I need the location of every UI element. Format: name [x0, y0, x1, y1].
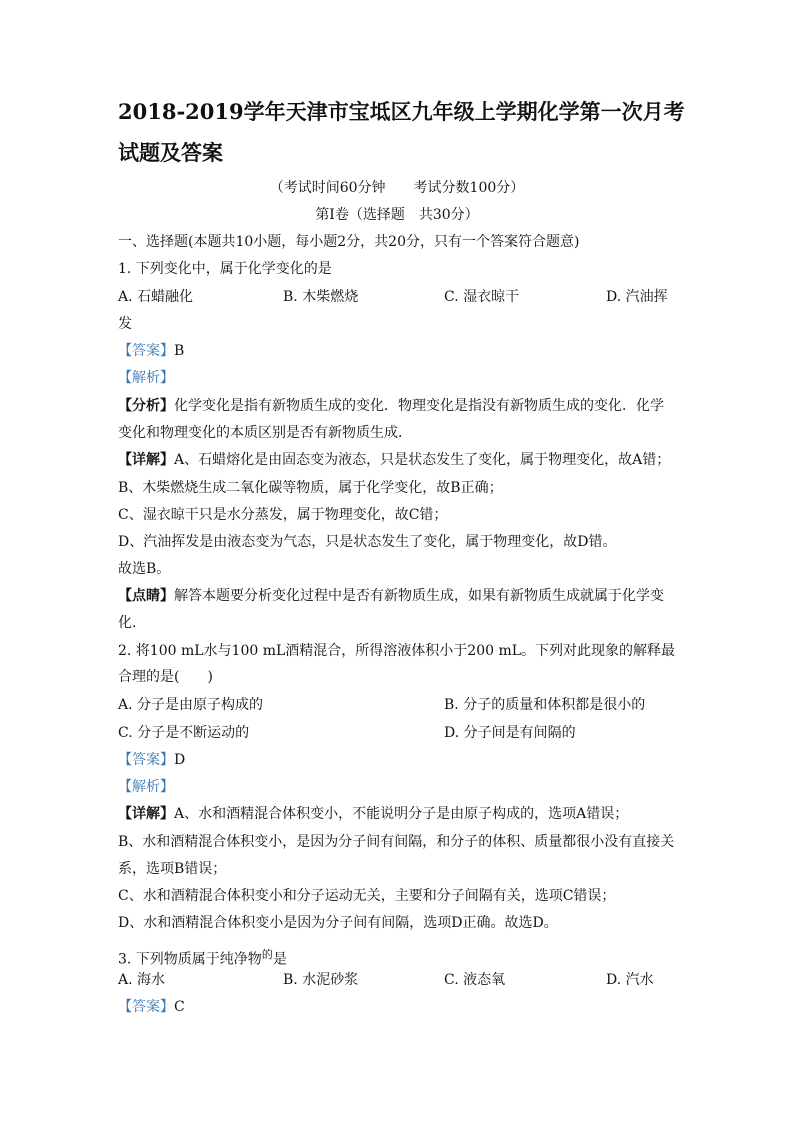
q3-stem-sup: 的: [261, 948, 273, 961]
answer-value: D: [174, 752, 186, 768]
q2-option-d: D. 分子间是有间隔的: [444, 725, 576, 741]
answer-tag: 【答案】: [118, 343, 174, 359]
q1-conclusion: 故选B。: [118, 561, 171, 577]
q2-option-b: B. 分子的质量和体积都是很小的: [444, 697, 646, 713]
q3-stem-end: 是: [272, 951, 287, 968]
q2-xiangjie-b-wrap: 系，选项B错误；: [118, 861, 227, 877]
q2-xiangjie-c: C、水和酒精混合体积变小和分子运动无关，主要和分子间隔有关，选项C错误；: [118, 888, 616, 904]
answer-value: C: [174, 999, 185, 1015]
q3-option-a: A. 海水: [118, 972, 166, 988]
answer-tag: 【答案】: [118, 752, 174, 768]
doc-title-line1: 2018-2019学年天津市宝坻区九年级上学期化学第一次月考: [118, 99, 685, 124]
q3-stem: [118, 946, 287, 969]
section-heading: 一、选择题(本题共10小题，每小题2分，共20分，只有一个答案符合题意): [118, 234, 580, 250]
q1-option-d: D. 汽油挥: [606, 289, 668, 305]
q3-option-c: C. 液态氧: [444, 972, 506, 988]
q1-dianjing-line2: 化．: [118, 615, 146, 631]
dianjing-text: 解答本题要分析变化过程中是否有新物质生成，如果有新物质生成就属于化学变: [174, 588, 664, 604]
q1-fenxi: [118, 397, 664, 415]
doc-title-line2: 试题及答案: [118, 140, 223, 165]
q1-option-c: C. 湿衣晾干: [444, 289, 520, 305]
answer-value: B: [174, 343, 185, 359]
q2-xiangjie-b: B、水和酒精混合体积变小，是因为分子间有间隔，和分子的体积、质量都很小没有直接关: [118, 834, 675, 850]
q1-dianjing: [118, 587, 664, 605]
q2-option-a: A. 分子是由原子构成的: [118, 697, 264, 713]
q2-stem: 2. 将100 mL水与100 mL酒精混合，所得溶液体积小于200 mL。下列对此现象的解释最: [118, 643, 676, 659]
exam-info: （考试时间60分钟 考试分数100分）: [269, 180, 525, 196]
fenxi-text: 化学变化是指有新物质生成的变化．物理变化是指没有新物质生成的变化．化学: [174, 398, 664, 414]
xiangjie-tag: 【详解】: [118, 806, 174, 822]
q1-xiangjie-d: D、汽油挥发是由液态变为气态，只是状态发生了变化，属于物理变化，故D错。: [118, 534, 617, 550]
xiangjie-text: A、水和酒精混合体积变小，不能说明分子是由原子构成的，选项A错误；: [174, 806, 629, 822]
q1-option-a: A. 石蜡融化: [118, 289, 194, 305]
dianjing-tag: 【点睛】: [118, 588, 174, 604]
xiangjie-text: A、石蜡熔化是由固态变为液态，只是状态发生了变化，属于物理变化，故A错；: [174, 452, 671, 468]
q1-option-b: B. 木柴燃烧: [283, 289, 359, 305]
q2-xiangjie: [118, 805, 628, 823]
q1-xiangjie-c: C、湿衣晾干只是水分蒸发，属于物理变化，故C错；: [118, 507, 448, 523]
volume-heading: 第Ⅰ卷（选择题 共30分）: [315, 207, 479, 223]
q1-answer: [118, 342, 184, 360]
q1-xiangjie-b: B、木柴燃烧生成二氧化碳等物质，属于化学变化，故B正确；: [118, 480, 503, 496]
q1-fenxi-line2: 变化和物理变化的本质区别是否有新物质生成．: [118, 425, 412, 441]
q2-option-c: C. 分子是不断运动的: [118, 725, 250, 741]
q3-stem-text: 3. 下列物质属于纯净物: [118, 951, 262, 968]
q1-analysis-tag: 【解析】: [118, 370, 174, 386]
answer-tag: 【答案】: [118, 999, 174, 1015]
q1-stem: 1. 下列变化中，属于化学变化的是: [118, 261, 332, 277]
q3-option-b: B. 水泥砂浆: [283, 972, 359, 988]
q3-answer: [118, 998, 185, 1016]
q1-xiangjie: [118, 451, 670, 469]
q3-option-d: D. 汽水: [606, 972, 654, 988]
fenxi-tag: 【分析】: [118, 398, 174, 414]
xiangjie-tag: 【详解】: [118, 452, 174, 468]
q2-answer: [118, 751, 185, 769]
q2-xiangjie-d: D、水和酒精混合体积变小是因为分子间有间隔，选项D正确。故选D。: [118, 915, 558, 931]
q2-stem-line2: 合理的是( ): [118, 669, 213, 685]
q2-analysis-tag: 【解析】: [118, 779, 174, 795]
q1-option-d-wrap: 发: [118, 316, 132, 332]
